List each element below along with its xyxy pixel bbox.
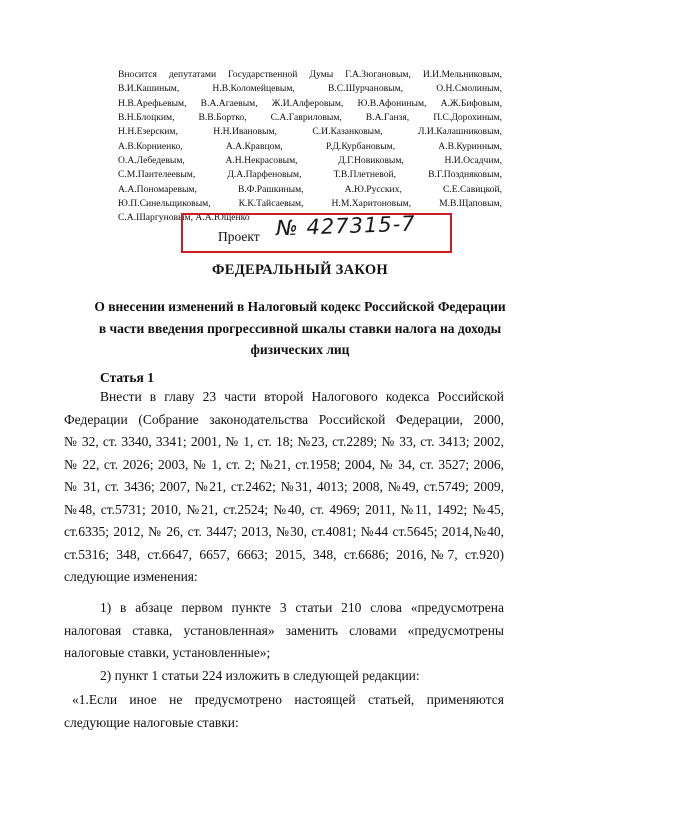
- article-line: Федерации (Собрание законодательства Российской Федерации, 2000,: [64, 411, 504, 427]
- article-line: «1.Если иное не предусмотрено настоящей статьей, применяются: [72, 692, 504, 707]
- article-line: № 31, ст. 3436; 2007, №21, ст.2462; №31, 4013; 2008, №49, ст.5749; 2009,: [64, 479, 504, 494]
- subtitle-line: в части введения прогрессивной шкалы ставки налога на доходы: [98, 320, 502, 336]
- sponsors-line: Н.В.Арефьевым, В.А.Агаевым, Ж.И.Алферовым, Ю.В.Афониным, А.Ж.Бифовым,: [118, 97, 502, 109]
- article-line: Внести в главу 23 части второй Налогового кодекса Российской: [100, 389, 504, 404]
- amendment-2: [64, 665, 504, 688]
- article-line: 1) в абзаце первом пункте 3 статьи 210 слова «предусмотрена: [100, 600, 504, 615]
- article-line: ст.5316; 348, ст.6647, 6657, 6663; 2015, 348, ст.6686; 2016,№7, ст.920): [64, 546, 504, 562]
- project-number-handwritten: № 427315-7: [275, 211, 417, 241]
- article-line: налоговые ставки, установленные»;: [64, 645, 271, 660]
- sponsors-block: [118, 68, 502, 226]
- subtitle-line: физических лиц: [250, 342, 350, 357]
- article-line: налоговая ставка, установленная» заменить словами «предусмотрены: [64, 622, 504, 638]
- sponsors-line: А.А.Пономаревым, В.Ф.Рашкиным, А.Ю.Русских, С.Е.Савицкой,: [118, 183, 502, 195]
- amendment-1: [64, 597, 504, 665]
- article-line: № 32, ст. 3340, 3341; 2001, № 1, ст. 18; №23, ст.2289; № 33, ст. 3413; 2002,: [64, 434, 504, 449]
- article-line: следующие налоговые ставки:: [64, 714, 239, 730]
- article-line: № 22, ст. 2026; 2003, № 1, ст. 2; №21, ст.1958; 2004, № 34, ст. 3527; 2006,: [64, 456, 504, 472]
- article-line: следующие изменения:: [64, 569, 198, 584]
- law-subtitle: [60, 296, 540, 361]
- sponsors-line: С.А.Шаргуновым, А.А.Ющенко: [118, 212, 250, 224]
- sponsors-line: Н.Н.Езерским, Н.Н.Ивановым, С.И.Казанковым, Л.И.Калашниковым,: [118, 126, 502, 138]
- article-line: ст.6335; 2012, № 26, ст. 3447; 2013, №30, ст.4081; №44 ст.5645; 2014,№40,: [64, 524, 504, 539]
- article-line: 2) пункт 1 статьи 224 изложить в следующей редакции:: [100, 668, 420, 683]
- amendment-2-text: [64, 689, 504, 734]
- sponsors-line: С.М.Пантелеевым, Д.А.Парфеновым, Т.В.Плетневой, В.Г.Поздняковым,: [118, 169, 502, 181]
- sponsors-line: В.И.Кашиным, Н.В.Коломейцевым, В.С.Шурчановым, О.Н.Смолиным,: [118, 83, 502, 95]
- sponsors-line: Ю.П.Синельщиковым, К.К.Тайсаевым, Н.М.Харитоновым, М.В.Щаповым,: [118, 198, 502, 210]
- sponsors-line: Вносится депутатами Государственной Думы Г.А.Зюгановым, И.И.Мельниковым,: [118, 69, 502, 80]
- article-line: №48, ст.5731; 2010, №21, ст.2524; №40, ст. 4969; 2011, №11, 1492; №45,: [64, 501, 504, 517]
- project-label: Проект: [218, 229, 260, 244]
- subtitle-line: О внесении изменений в Налоговый кодекс Российской Федерации: [94, 299, 506, 314]
- law-title: ФЕДЕРАЛЬНЫЙ ЗАКОН: [212, 262, 388, 278]
- article-heading: Статья 1: [100, 370, 154, 385]
- sponsors-line: А.В.Корниенко, А.А.Кравцом, Р.Д.Курбановым, А.В.Куринным,: [118, 140, 502, 152]
- article-body: [64, 386, 504, 589]
- sponsors-line: О.А.Лебедевым, А.Н.Некрасовым, Д.Г.Новиковым, Н.И.Осадчим,: [118, 155, 502, 167]
- sponsors-line: В.Н.Блоцким, В.В.Бортко, С.А.Гавриловым, В.А.Ганзя, П.С.Дорохиным,: [118, 112, 502, 124]
